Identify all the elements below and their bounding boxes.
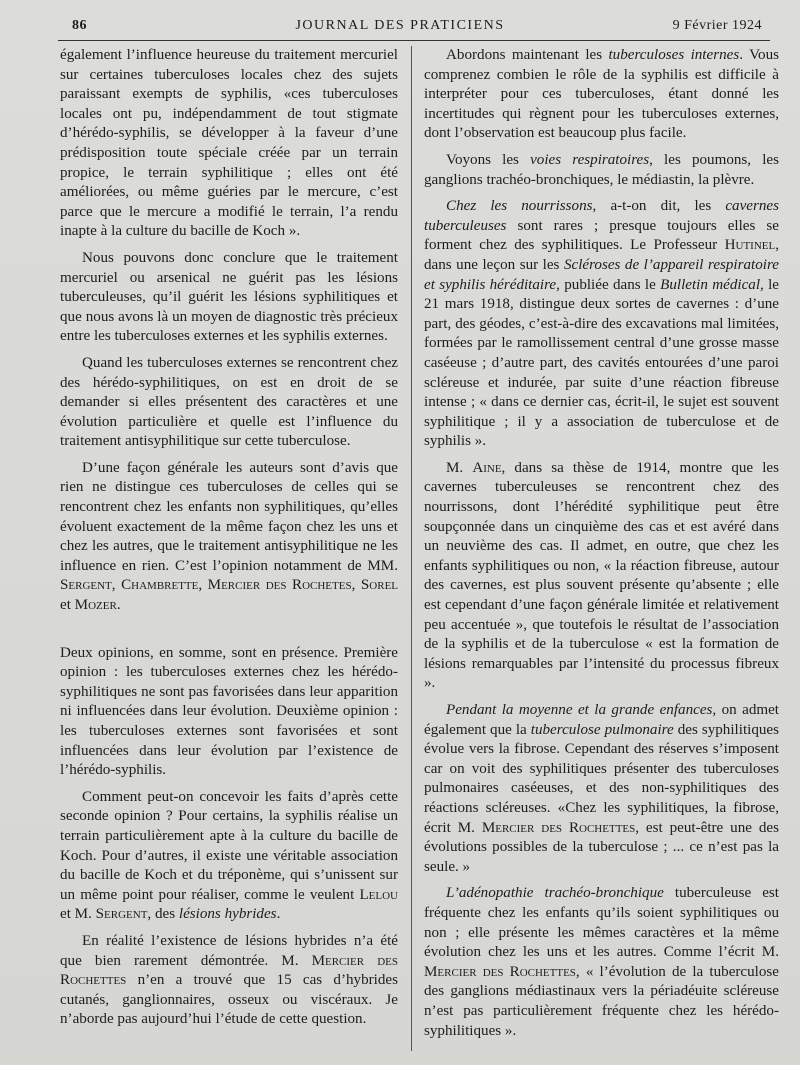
- text-run: sont rares ; presque toujours elles se forment chez des syphilitiques. Le Professeur: [424, 217, 779, 254]
- author-name: Mozer: [74, 597, 117, 614]
- paragraph: Deux opinions, en somme, sont en présence. Première opinion : les tuberculoses externes chez les hérédo-syphilitiques ne sont pas favorisées dans leur apparition ni influencées dans leur évolution. Deuxième opinion : les tuberculoses externes sont favorisées et sont influencées dans leur évolution par l’existence de l’hérédo-syphilis.: [60, 644, 398, 779]
- text-run: D’une façon générale les auteurs sont d’avis que rien ne distingue ces tuberculoses de celles qui se rencontrent chez les enfants non syphilitiques, qu’elles évoluent exactement de la même façon chez les uns et chez les autres, que le traitement antisyphilitique ne les influence en rien. C’est l’opinion notamment de MM.: [60, 459, 398, 574]
- text-run: , est peut-être une des évolutions possibles de la tuberculose ; ... ce n’est pas la seule. »: [424, 819, 779, 875]
- text-run: ,: [351, 577, 361, 594]
- header-rule: [58, 40, 770, 41]
- column-divider: [411, 46, 412, 1051]
- text-run: ,: [198, 577, 208, 594]
- author-name: Sorel: [360, 577, 399, 594]
- paragraph: [424, 197, 779, 452]
- text-run: , dans sa thèse de 1914, montre que les cavernes tuberculeuses se rencontrent chez des nourrissons, dont l’hérédité syphilitique peut être soupçonnée dans un cinquième des cas et est avéré dans un neuvième des cas. Il admet, en outre, que chez les enfants syphilitiques ou non, « la réaction fibreuse, autour des cavernes, est plus souvent présente qu’absente ; elle est cependant d’une façon générale limitée et relativement peu accentuée », que toutefois le résultat de l’association de la syphilis et de la tuberculose « est la formation de lésions remarquables par l’intensité du processus fibreux ».: [424, 459, 780, 692]
- text-run: , publiée dans le: [556, 276, 661, 293]
- issue-date: 9 Février 1924: [672, 18, 762, 33]
- paragraph: [60, 932, 398, 1030]
- author-name: Aine: [472, 459, 502, 476]
- italic-term: voies respiratoires: [530, 151, 650, 168]
- text-run: , des: [147, 906, 179, 923]
- italic-term: L’adénopathie trachéo-bronchique: [446, 885, 664, 902]
- page-number: 86: [72, 18, 87, 33]
- italic-term: cavernes tuberculeuses: [424, 198, 779, 234]
- text-run: et M.: [60, 906, 96, 923]
- author-name: Mercier des Rochettes: [60, 952, 398, 989]
- author-name: Mercier des Rochettes: [424, 963, 576, 980]
- text-run: Comment peut-on concevoir les faits d’après cette seconde opinion ? Pour certains, la syphilis réalise un terrain particulièrement apte à la culture du bacille de Koch. Pour d’autres, il existe une véritable association du bacille de Koch et du tréponème, qui s’unissent sur un même point pour réaliser, comme le veulent: [60, 788, 398, 903]
- text-run: n’en a trouvé que 15 cas d’hybrides cutanés, ganglionnaires, osseux ou viscéraux. Je n’aborde pas aujourd’hui l’étude de cette question.: [60, 972, 398, 1028]
- text-run: , dans une leçon sur les: [424, 237, 779, 273]
- paragraph: Nous pouvons donc conclure que le traitement mercuriel ou arsenical ne guérit pas les lésions tuberculeuses, qu’il guérit les lésions syphilitiques et que nous avons là un moyen de diagnostic très précieux entre les tuberculoses externes et les syphilis externes.: [60, 249, 398, 345]
- author-name: Mercier des Rochetes: [207, 577, 352, 594]
- paragraph: [424, 884, 779, 1041]
- italic-term: tuberculose pulmonaire: [530, 721, 674, 738]
- text-run: , « l’évolution de la tuberculose des ganglions médiastinaux vers la périadéuite scléreuse n’est pas particulièrement fréquente chez les hérédo-syphilitiques ».: [424, 963, 779, 1039]
- right-column: [424, 46, 779, 1041]
- text-run: Abordons maintenant les: [446, 47, 609, 63]
- paragraph: [424, 46, 779, 144]
- paragraph: [60, 459, 398, 616]
- author-name: Sergent: [95, 906, 148, 923]
- author-name: Sergent: [60, 577, 112, 594]
- author-name: Hutinel: [724, 237, 776, 254]
- paragraph: [424, 459, 779, 694]
- italic-term: Chez les nourrissons: [446, 198, 593, 215]
- page-header: [0, 18, 800, 42]
- italic-term: Pendant la moyenne et la grande enfances: [446, 702, 713, 718]
- left-column: [60, 46, 398, 1030]
- paragraph: [60, 788, 398, 925]
- paragraph: également l’influence heureuse du traitement mercuriel sur certaines tuberculoses locales chez des sujets paraissant exempts de syphilis, «ces tuberculoses locales ont pu, indépendamment de tout stigmate d’hérédo-syphilis, se développer à la faveur d’une prédisposition toute spéciale créée par un terrain propice, le terrain syphilitique ; elles ont été améliorées, ou même guéries par le mercure, c’est parce que le mercure a modifié le terrain, l’a rendu inapte à la culture du bacille de Koch ».: [60, 47, 398, 240]
- text-run: , les poumons, les ganglions trachéo-bronchiques, le médiastin, la plèvre.: [424, 151, 779, 188]
- text-run: . Vous comprenez combien le rôle de la syphilis est difficile à interpréter pour ces tuberculoses, étant donné les incertitudes qui règnent pour les tuberculoses externes, dont l’observation est beaucoup plus facile.: [424, 47, 779, 142]
- italic-term: Scléroses de l’appareil respiratoire et syphilis héréditaire: [424, 256, 779, 293]
- text-run: .: [276, 906, 281, 923]
- author-name: Mercier des Rochettes: [481, 819, 636, 836]
- italic-term: lésions hybrides: [178, 906, 277, 923]
- text-run: des syphilitiques évolue vers la fibrose. Cependant des réserves s’imposent car on voit des syphilitiques présenter des tuberculoses pulmonaires caséeuses, et des non-syphilitiques des réactions scléreuses. «Chez les syphilitiques, la fibrose, écrit M.: [424, 721, 779, 836]
- text-run: M.: [446, 459, 473, 476]
- text-run: Voyons les: [446, 151, 531, 168]
- paragraph: [424, 151, 779, 190]
- paragraph: Quand les tuberculoses externes se rencontrent chez des hérédo-syphilitiques, on est en droit de se demander si elles présentent des caractères et une évolution particulière et quelle est l’influence du traitement antisyphilitique sur cette tuberculose.: [60, 354, 398, 450]
- paragraph: [424, 701, 779, 877]
- text-run: .: [116, 597, 121, 614]
- text-run: ,: [111, 577, 122, 594]
- text-run: , a-t-on dit, les: [592, 198, 726, 215]
- author-name: Lelou: [359, 886, 398, 903]
- text-run: , le 21 mars 1918, distingue deux sortes de cavernes : d’une part, des géodes, c’est-à-dire des excavations mal limitées, formées par le ramollissement central d’une grosse masse caséeuse ; d’autre part, des cavités entourées d’une paroi scléreuse et indurée, par suite d’une réaction fibreuse intense ; « dans ce dernier cas, écrit-il, le sujet est souvent syphilitique ; il y a association de tuberculose et de syphilis ».: [424, 276, 779, 450]
- journal-title: JOURNAL DES PRATICIENS: [295, 18, 505, 33]
- italic-term: Bulletin médical: [660, 276, 761, 293]
- author-name: Chambrette: [121, 577, 199, 594]
- text-run: , on admet également que la: [424, 702, 779, 738]
- italic-term: tuberculoses internes: [608, 47, 740, 63]
- text-run: et: [60, 597, 75, 614]
- text-run: En réalité l’existence de lésions hybrides n’a été que bien rarement démontrée. M.: [60, 932, 398, 969]
- text-run: tuberculeuse est fréquente chez les enfants qu’ils soient syphilitiques ou non ; elle présente les mêmes caractères et la même évolution chez les uns et les autres. Comme l’écrit M.: [424, 885, 779, 961]
